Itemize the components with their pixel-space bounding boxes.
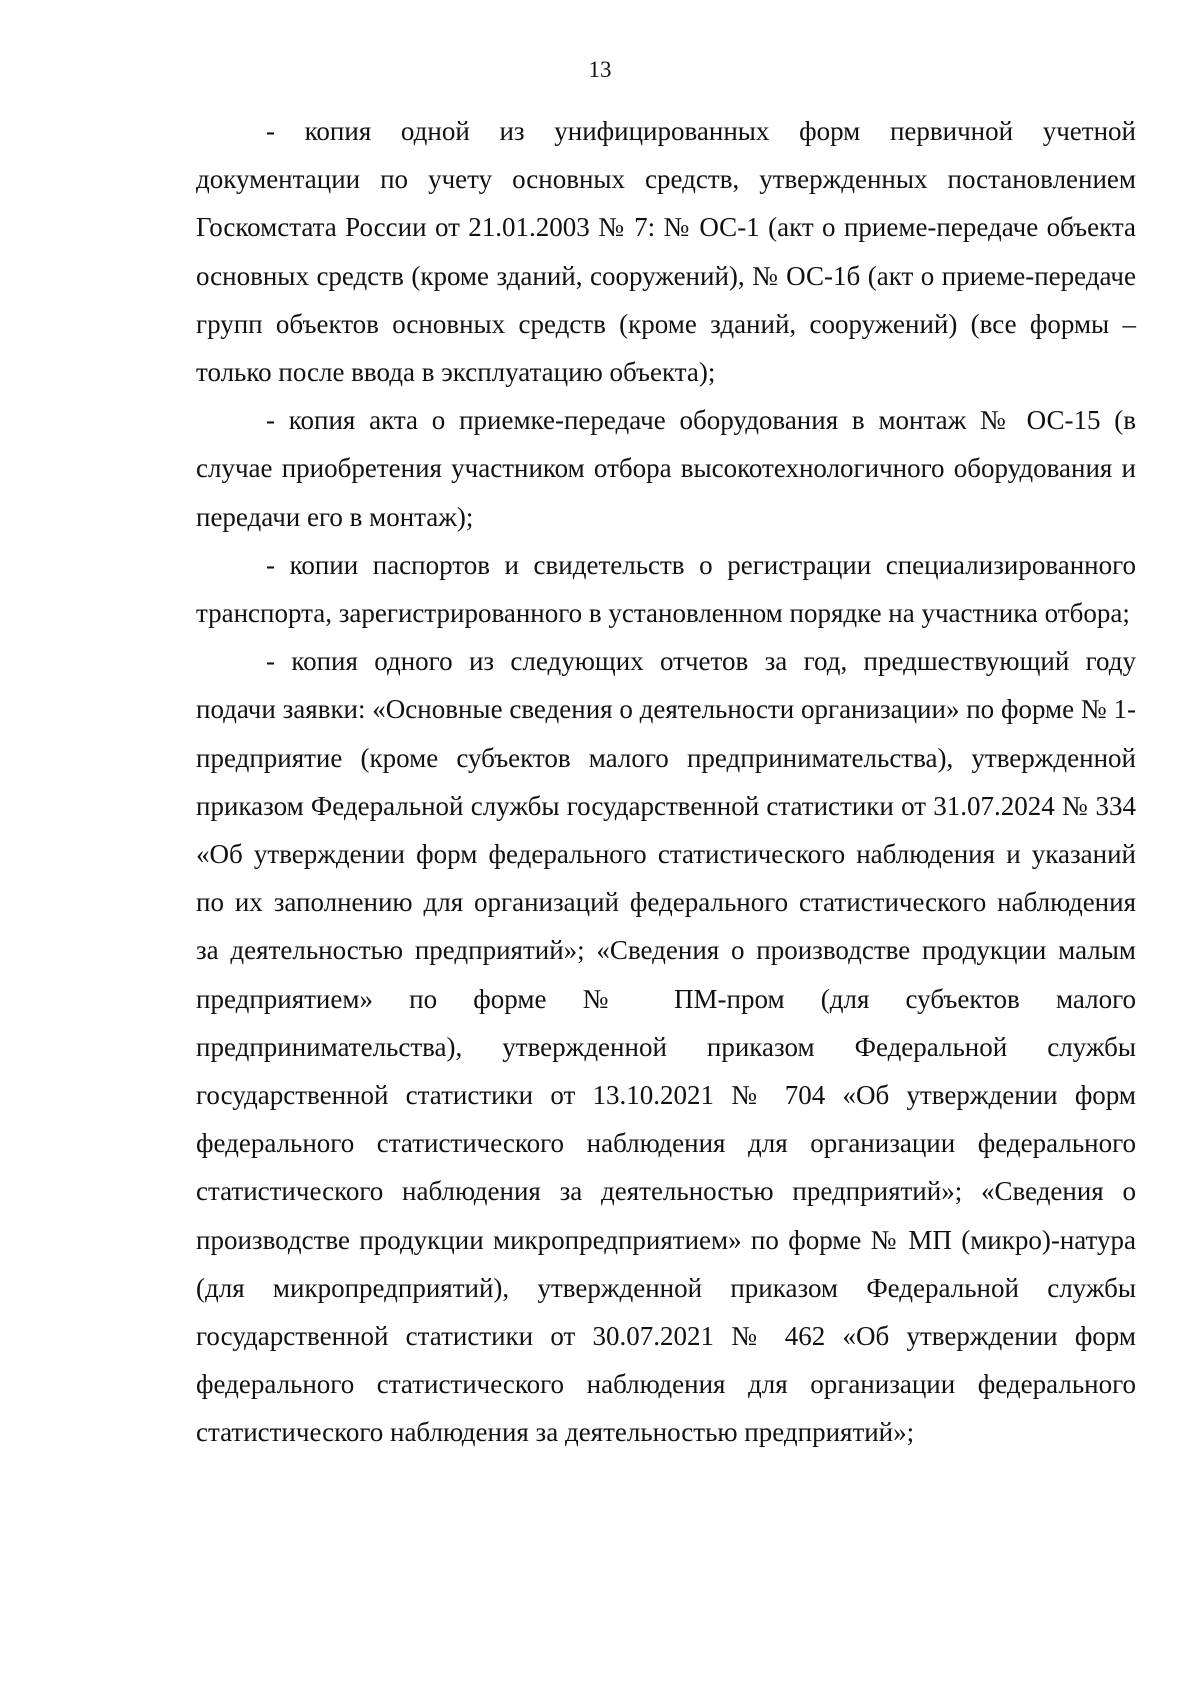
paragraph-statistical-reports: - копия одного из следующих отчетов за год, предшествующий году подачи заявки: «Основные сведения о деятельности организации» по форме № 1-предприятие (кроме субъектов малого предпринимательства), утвержденной приказом Федеральной службы государственной статистики от 31.07.2024 № 334 «Об утверждении форм федерального статистического наблюдения и указаний по их заполнению для организаций федерального статистического наблюдения за деятельностью предприятий»; «Сведения о производстве продукции малым предприятием» по форме № ПМ-пром (для субъектов малого предпринимательства), утвержденной приказом Федеральной службы государственной статистики от 13.10.2021 № 704 «Об утверждении форм федерального статистического наблюдения для организации федерального статистического наблюдения за деятельностью предприятий»; «Сведения о производстве продукции микропредприятием» по форме № МП (микро)-натура (для микропредприятий), утвержденной приказом Федеральной службы государственной статистики от 30.07.2021 № 462 «Об утверждении форм федерального статистического наблюдения для организации федерального статистического наблюдения за деятельностью предприятий»;: [196, 646, 1136, 1448]
paragraph-os-forms: - копия одной из унифицированных форм первичной учетной документации по учету основных средств, утвержденных постановлением Госкомстата России от 21.01.2003 № 7: № ОС-1 (акт о приеме-передаче объекта основных средств (кроме зданий, сооружений), № ОС-1б (акт о приеме-передаче групп объектов основных средств (кроме зданий, сооружений) (все формы – только после ввода в эксплуатацию объекта);: [196, 116, 1136, 388]
paragraph-os-15-act: - копия акта о приемке-передаче оборудования в монтаж № ОС-15 (в случае приобретения участником отбора высокотехнологичного оборудования и передачи его в монтаж);: [196, 405, 1136, 532]
document-body: [196, 107, 1136, 1457]
paragraph-transport-passports: - копии паспортов и свидетельств о регистрации специализированного транспорта, зарегистрированного в установленном порядке на участника отбора;: [196, 549, 1136, 629]
page-number: 13: [588, 57, 612, 82]
